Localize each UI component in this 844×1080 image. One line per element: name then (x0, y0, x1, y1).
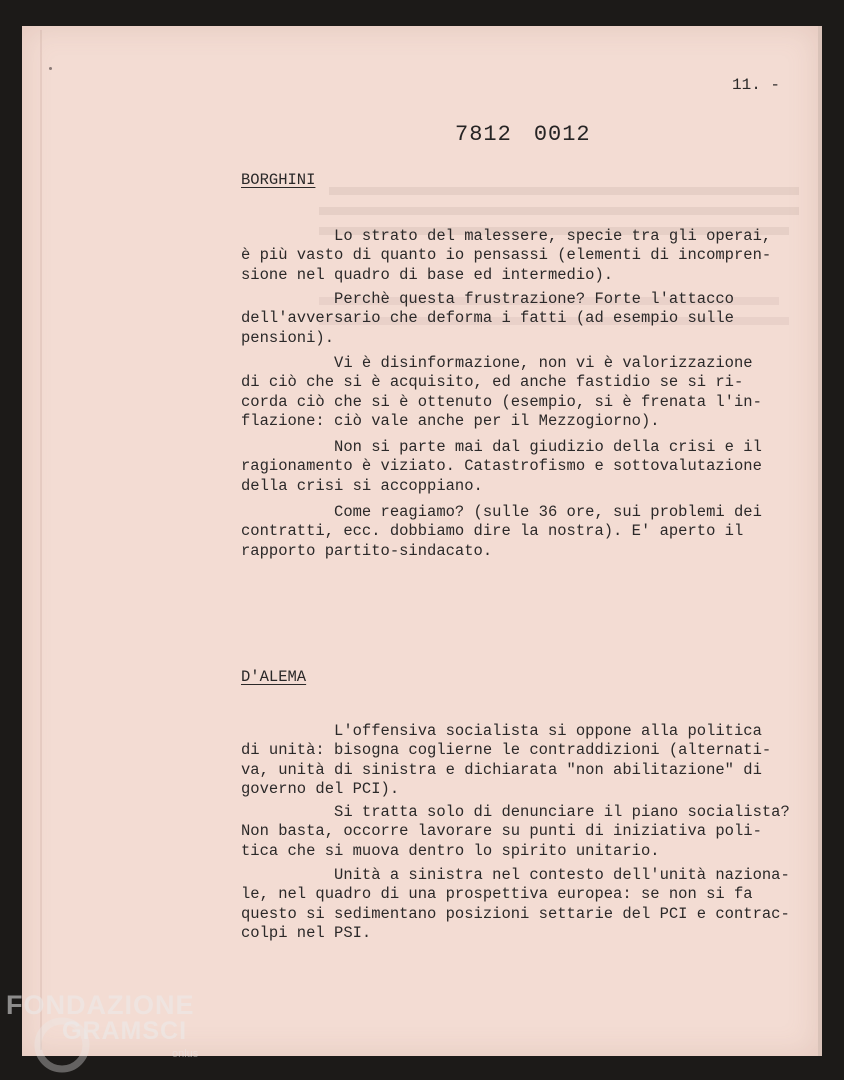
document-sheet: 0012 (533, 122, 591, 147)
document-number (455, 122, 591, 147)
page-edge (818, 26, 822, 1056)
speaker-heading: BORGHINI (241, 171, 316, 189)
binder-margin (40, 30, 42, 1050)
watermark-suffix: onlus (172, 1048, 199, 1060)
paragraph: Unità a sinistra nel contesto dell'unità naziona- le, nel quadro di una prospettiva europea: se non si fa questo si sedimentano posizioni settarie del PCI e contrac- colpi nel PSI. (241, 866, 790, 942)
paragraph: Come reagiamo? (sulle 36 ore, sui problemi dei contratti, ecc. dobbiamo dire la nostra). E' aperto il rapporto partito-sindacato. (241, 503, 762, 560)
paragraph: Non si parte mai dal giudizio della crisi e il ragionamento è viziato. Catastrofismo e sottovalutazione della crisi si accoppiano. (241, 438, 762, 495)
paragraph: Perchè questa frustrazione? Forte l'attacco dell'avversario che deforma i fatti (ad esempio sulle pensioni). (241, 290, 734, 347)
paragraph: Si tratta solo di denunciare il piano socialista? Non basta, occorre lavorare su punti di iniziativa poli- tica che si muova dentro lo spirito unitario. (241, 803, 790, 860)
document-series: 7812 (455, 122, 512, 147)
punch-mark (49, 67, 52, 70)
paragraph: Vi è disinformazione, non vi è valorizzazione di ciò che si è acquisito, ed anche fastidio se si ri- corda ciò che si è ottenuto (esempio, si è frenata l'in- flazione: ciò vale anche per il Mezzogiorno). (241, 354, 762, 430)
paragraph: Lo strato del malessere, specie tra gli operai, è più vasto di quanto io pensassi (elementi di incompren- sione nel quadro di base ed intermedio). (241, 227, 772, 284)
page-number: 11. - (732, 76, 781, 94)
watermark-line2: GRAMSCI (62, 1017, 188, 1045)
watermark-logo-icon (0, 985, 215, 1080)
watermark-line1: FONDAZIONE (6, 990, 195, 1020)
paragraph: L'offensiva socialista si oppone alla politica di unità: bisogna coglierne le contraddizioni (alternati- va, unità di sinistra e dichiarata "non abilitazione" di governo del PCI). (241, 722, 772, 798)
speaker-heading: D'ALEMA (241, 668, 307, 686)
